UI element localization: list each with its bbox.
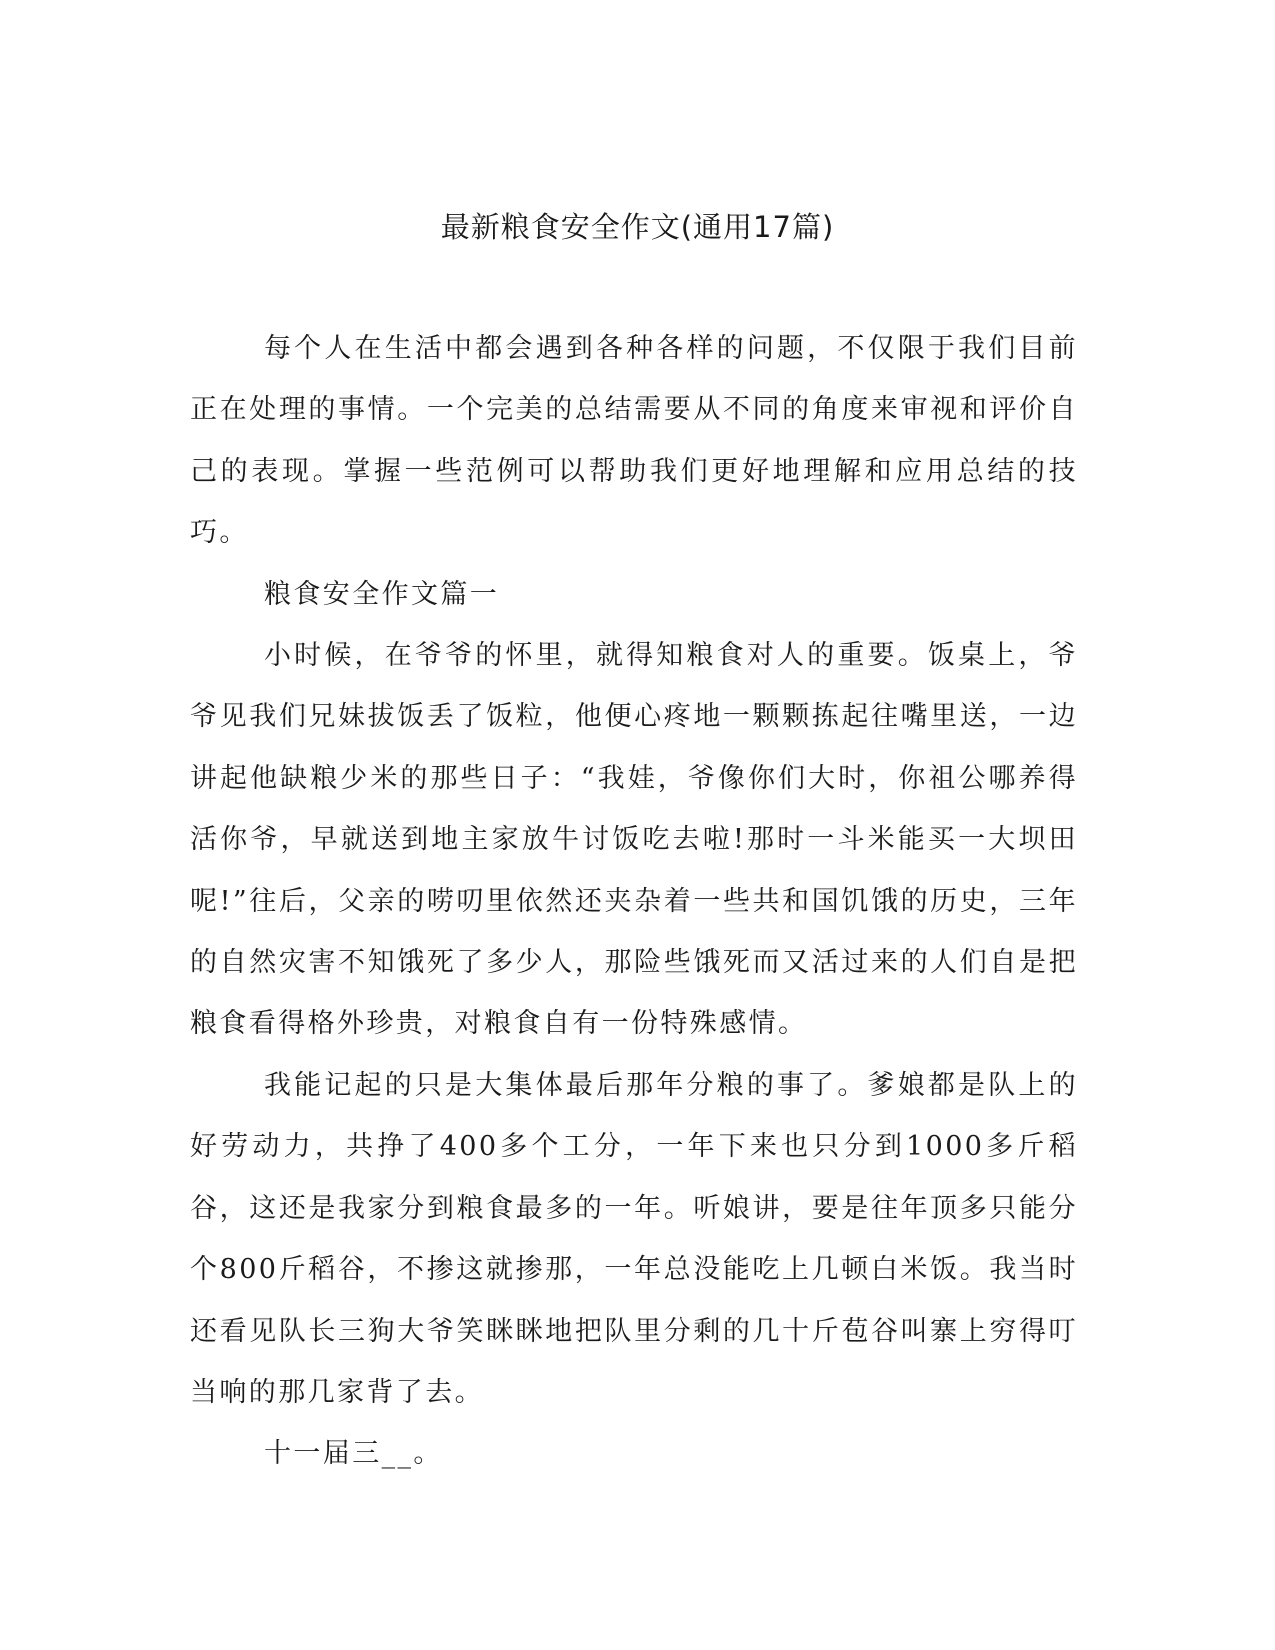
body-paragraph: 我能记起的只是大集体最后那年分粮的事了。爹娘都是队上的好劳动力，共挣了400多个工分，一年下来也只分到1000多斤稻谷，这还是我家分到粮食最多的一年。听娘讲，要是往年顶多只能分个800斤稻谷，不掺这就掺那，一年总没能吃上几顿白米饭。我当时还看见队长三狗大爷笑眯眯地把队里分剩的几十斤苞谷叫寨上穷得叮当响的那几家背了去。 [190,1069,1078,1408]
body-paragraph: 十一届三__。 [264,1438,443,1470]
document-title: 最新粮食安全作文(通用17篇) [440,210,835,244]
body-paragraph: 小时候，在爷爷的怀里，就得知粮食对人的重要。饭桌上，爷爷见我们兄妹拔饭丢了饭粒，他便心疼地一颗颗拣起往嘴里送，一边讲起他缺粮少米的那些日子：“我娃，爷像你们大时，你祖公哪养得活你爷，早就送到地主家放牛讨饭吃去啦!那时一斗米能买一大坝田呢!”往后，父亲的唠叨里依然还夹杂着一些共和国饥饿的历史，三年的自然灾害不知饿死了多少人，那险些饿死而又活过来的人们自是把粮食看得格外珍贵，对粮食自有一份特殊感情。 [190,640,1078,1040]
document-body [190,318,1078,1485]
intro-paragraph: 每个人在生活中都会遇到各种各样的问题，不仅限于我们目前正在处理的事情。一个完美的总结需要从不同的角度来审视和评价自己的表现。掌握一些范例可以帮助我们更好地理解和应用总结的技巧。 [190,333,1078,549]
section-heading: 粮食安全作文篇一 [264,578,500,610]
